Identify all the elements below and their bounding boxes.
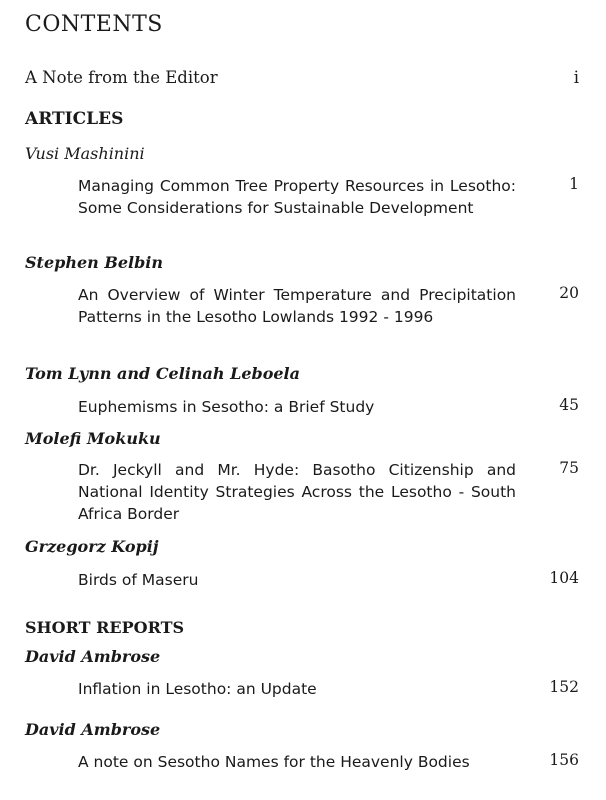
article-author: Grzegorz Kopij — [25, 537, 159, 556]
article-title: Managing Common Tree Property Resources in Lesotho: Some Considerations for Sustainable Development — [78, 177, 516, 217]
article-author: Tom Lynn and Celinah Leboela — [25, 364, 300, 383]
report-title: A note on Sesotho Names for the Heavenly Bodies — [78, 753, 470, 771]
article-page: 75 — [559, 459, 579, 477]
editor-note-title: A Note from the Editor — [25, 68, 218, 87]
article-author: Molefi Mokuku — [25, 429, 161, 448]
report-page: 152 — [549, 678, 579, 696]
short-reports-heading: SHORT REPORTS — [25, 618, 185, 637]
article-page: 20 — [559, 284, 579, 302]
article-page: 45 — [559, 396, 579, 414]
report-title: Inflation in Lesotho: an Update — [78, 680, 317, 698]
article-page: 104 — [549, 569, 579, 587]
article-title: Birds of Maseru — [78, 571, 199, 589]
article-author: Vusi Mashinini — [25, 144, 145, 163]
editor-note-page: i — [573, 68, 579, 87]
article-title: An Overview of Winter Temperature and Precipitation Patterns in the Lesotho Lowlands 1992 - 1996 — [78, 286, 516, 326]
articles-heading: ARTICLES — [25, 109, 124, 129]
page-title: CONTENTS — [25, 12, 163, 37]
article-page: 1 — [569, 175, 579, 193]
report-author: David Ambrose — [25, 647, 161, 666]
article-title: Dr. Jeckyll and Mr. Hyde: Basotho Citizenship and National Identity Strategies Across the Lesotho - South Africa Border — [78, 461, 516, 523]
report-page: 156 — [549, 751, 579, 769]
report-author: David Ambrose — [25, 720, 161, 739]
article-title: Euphemisms in Sesotho: a Brief Study — [78, 398, 375, 416]
article-author: Stephen Belbin — [25, 253, 164, 272]
